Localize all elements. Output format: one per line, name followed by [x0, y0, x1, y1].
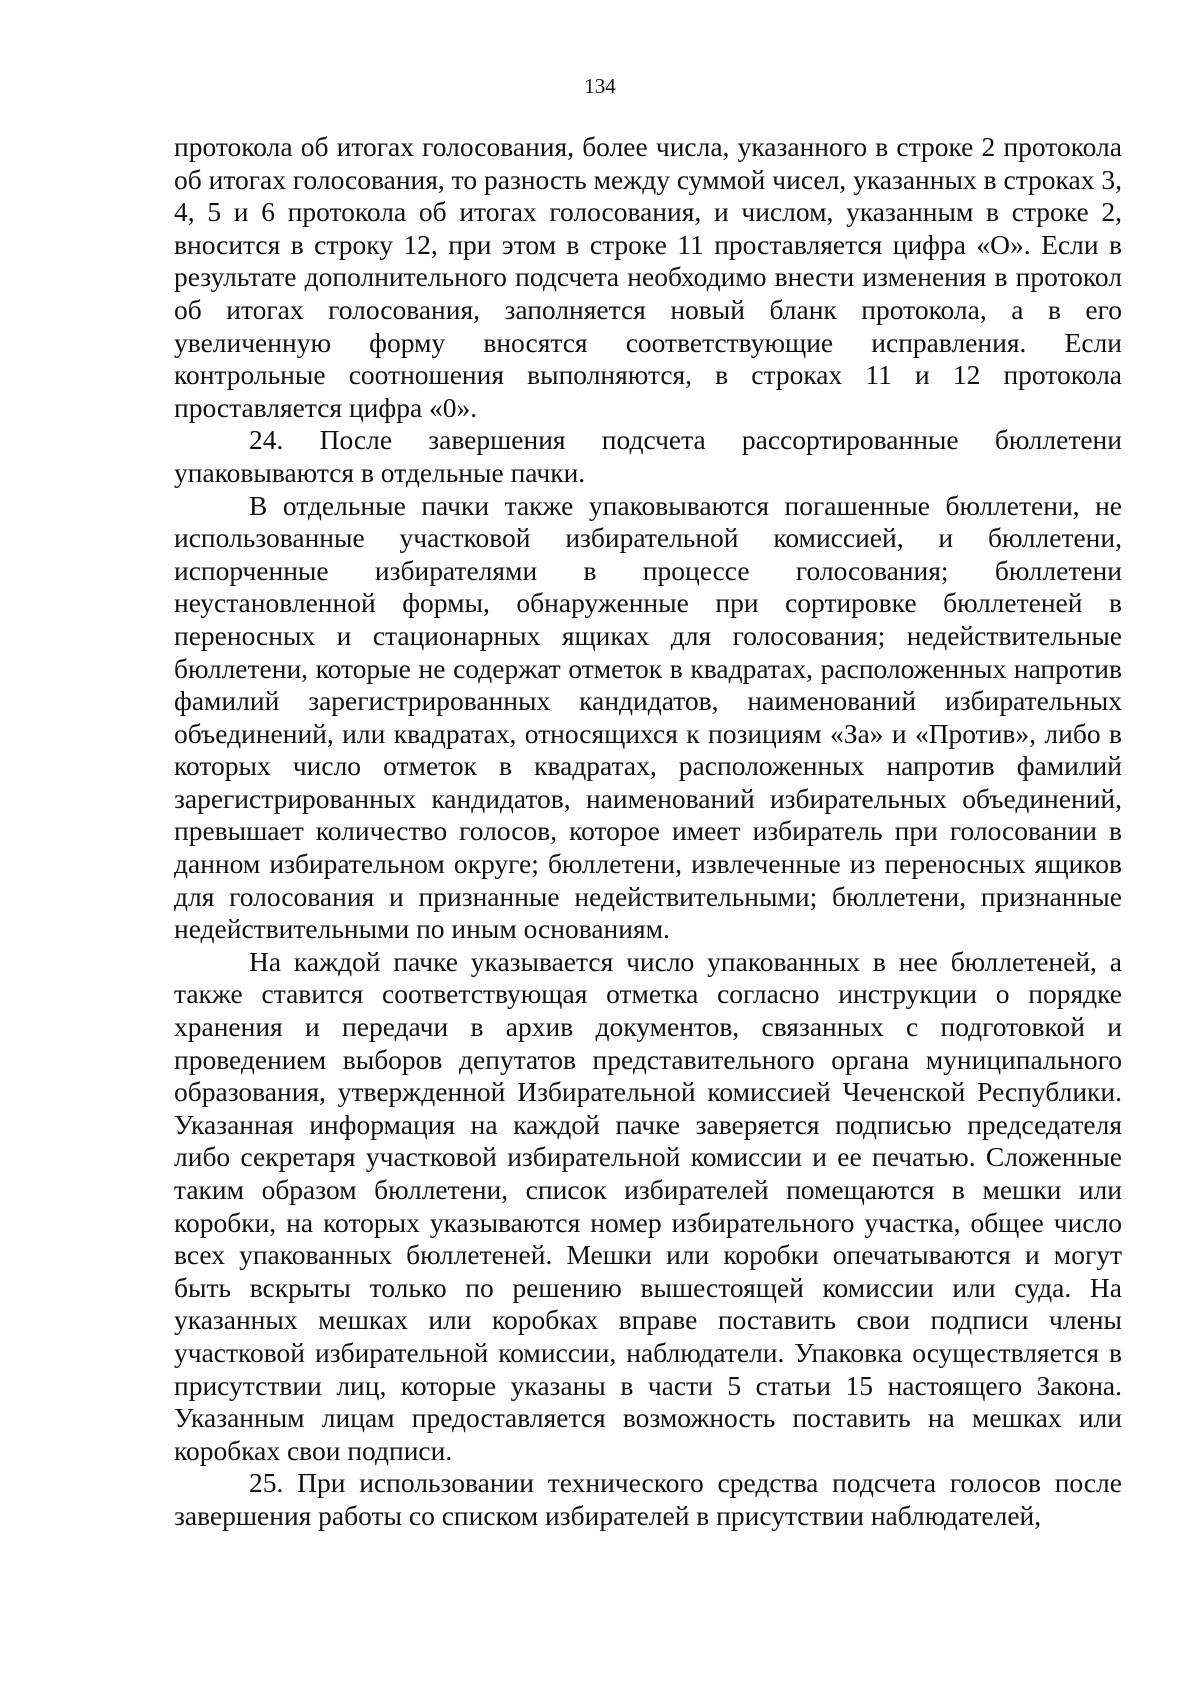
paragraph-pack-labeling: На каждой пачке указывается число упакованных в нее бюллетеней, а также ставится соответствующая отметка согласно инструкции о порядке хранения и передачи в архив документов, связанных с подготовкой и проведением выборов депутатов представительного органа муниципального образования, утвержденной Избирательной комиссией Чеченской Республики. Указанная информация на каждой пачке заверяется подписью председателя либо секретаря участковой избирательной комиссии и ее печатью. Сложенные таким образом бюллетени, список избирателей помещаются в мешки или коробки, на которых указываются номер избирательного участка, общее число всех упакованных бюллетеней. Мешки или коробки опечатываются и могут быть вскрыты только по решению вышестоящей комиссии или суда. На указанных мешках или коробках вправе поставить свои подписи члены участковой избирательной комиссии, наблюдатели. Упаковка осуществляется в присутствии лиц, которые указаны в части 5 статьи 15 настоящего Закона. Указанным лицам предоставляется возможность поставить на мешках или коробках свои подписи.: [174, 945, 1122, 1466]
paragraph-continuation: протокола об итогах голосования, более числа, указанного в строке 2 протокола об итогах голосования, то разность между суммой чисел, указанных в строках 3, 4, 5 и 6 протокола об итогах голосования, и числом, указанным в строке 2, вносится в строку 12, при этом в строке 11 проставляется цифра «О». Если в результате дополнительного подсчета необходимо внести изменения в протокол об итогах голосования, заполняется новый бланк протокола, а в его увеличенную форму вносятся соответствующие исправления. Если контрольные соотношения выполняются, в строках 11 и 12 протокола проставляется цифра «0».: [174, 131, 1122, 423]
page-number: 134: [584, 74, 616, 98]
paragraph-item-24: 24. После завершения подсчета рассортированные бюллетени упаковываются в отдельные пачки.: [174, 424, 1122, 488]
paragraph-packing-details: В отдельные пачки также упаковываются погашенные бюллетени, не использованные участковой избирательной комиссией, и бюллетени, испорченные избирателями в процессе голосования; бюллетени неустановленной формы, обнаруженные при сортировке бюллетеней в переносных и стационарных ящиках для голосования; недействительные бюллетени, которые не содержат отметок в квадратах, расположенных напротив фамилий зарегистрированных кандидатов, наименований избирательных объединений, или квадратах, относящихся к позициям «За» и «Против», либо в которых число отметок в квадратах, расположенных напротив фамилий зарегистрированных кандидатов, наименований избирательных объединений, превышает количество голосов, которое имеет избиратель при голосовании в данном избирательном округе; бюллетени, извлеченные из переносных ящиков для голосования и признанные недействительными; бюллетени, признанные недействительными по иным основаниям.: [174, 489, 1122, 945]
paragraph-item-25: 25. При использовании технического средства подсчета голосов после завершения работы со списком избирателей в присутствии наблюдателей,: [174, 1467, 1122, 1531]
document-body: [174, 131, 1122, 1533]
